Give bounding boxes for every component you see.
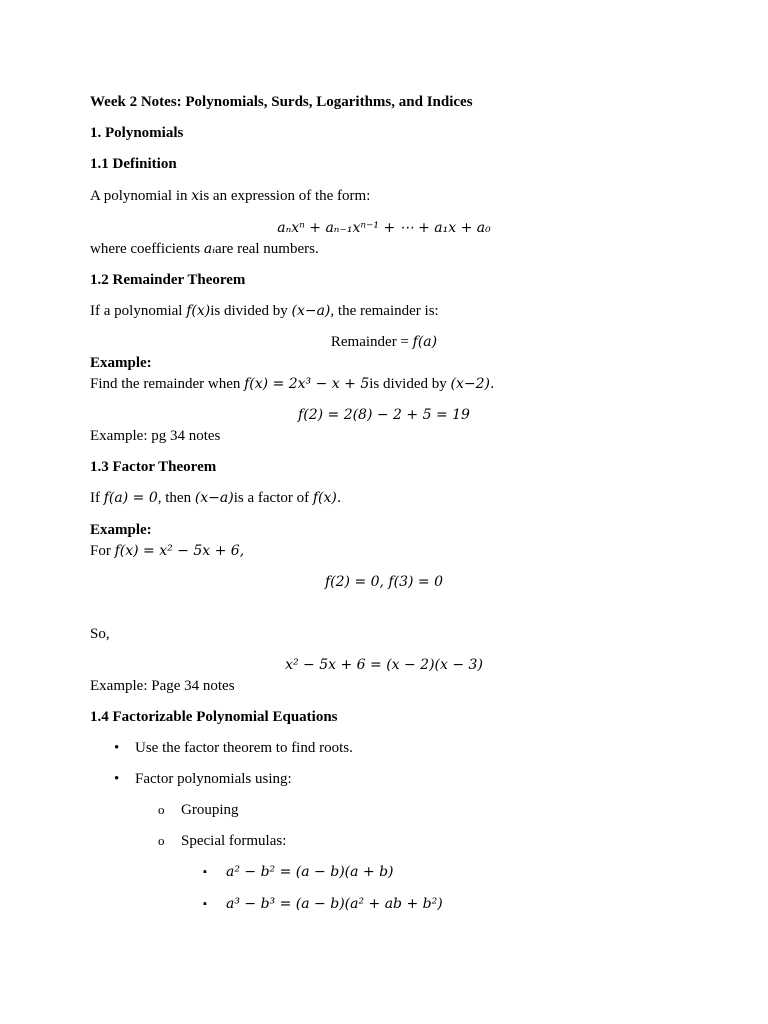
rt-text-c: , the remainder is: bbox=[330, 303, 439, 319]
so-text: So, bbox=[90, 626, 110, 642]
ft-fx: f(x). bbox=[312, 490, 342, 506]
ex1-text-b: is divided by bbox=[369, 376, 451, 392]
bullet-item-1: Use the factor theorem to find roots. bbox=[135, 740, 353, 756]
bullet-glyph: • bbox=[114, 740, 120, 756]
heading-factor-theorem: 1.3 Factor Theorem bbox=[90, 459, 217, 475]
example-label-2: Example: bbox=[90, 522, 152, 538]
ex2-text-a: For bbox=[90, 543, 115, 559]
square-bullet-glyph: ▪ bbox=[203, 866, 207, 878]
coefficients-text bbox=[90, 240, 319, 258]
formula-difference-of-squares: a² − b² = (a − b)(a + b) bbox=[226, 864, 394, 880]
ex1-divisor: (x−2). bbox=[450, 376, 495, 392]
definition-variable: x bbox=[191, 188, 200, 204]
remainder-formula-fa: f(a) bbox=[412, 334, 438, 350]
example-2-factorization: x² − 5x + 6 = (x − 2)(x − 3) bbox=[285, 657, 483, 673]
example-2-text bbox=[90, 542, 244, 560]
rt-fx: f(x) bbox=[186, 303, 211, 319]
heading-polynomials: 1. Polynomials bbox=[90, 125, 184, 141]
example-label-1: Example: bbox=[90, 355, 152, 371]
example-1-text bbox=[90, 375, 494, 393]
remainder-formula bbox=[0, 333, 768, 351]
definition-text-b: is an expression of the form: bbox=[199, 188, 371, 204]
example-2-note: Example: Page 34 notes bbox=[90, 678, 235, 694]
square-bullet-glyph: ▪ bbox=[203, 898, 207, 910]
heading-definition: 1.1 Definition bbox=[90, 156, 177, 172]
coefficients-text-a: where coefficients bbox=[90, 241, 204, 257]
ex1-text-a: Find the remainder when bbox=[90, 376, 245, 392]
document-title: Week 2 Notes: Polynomials, Surds, Logarithms, and Indices bbox=[90, 94, 473, 110]
heading-remainder-theorem: 1.2 Remainder Theorem bbox=[90, 272, 246, 288]
ex1-function: f(x) = 2x³ − x + 5 bbox=[244, 376, 370, 392]
example-1-result: f(2) = 2(8) − 2 + 5 = 19 bbox=[298, 407, 470, 423]
ft-text-a: If bbox=[90, 490, 104, 506]
circle-bullet-glyph: o bbox=[158, 802, 165, 817]
ft-condition: f(a) = 0 bbox=[103, 490, 158, 506]
heading-factorizable-equations: 1.4 Factorizable Polynomial Equations bbox=[90, 709, 338, 725]
example-2-result: f(2) = 0, f(3) = 0 bbox=[324, 574, 443, 590]
polynomial-general-formula: aₙxⁿ + aₙ₋₁xⁿ⁻¹ + ⋯ + a₁x + a₀ bbox=[277, 220, 491, 236]
sub-bullet-item-1: Grouping bbox=[181, 802, 239, 818]
ex2-function: f(x) = x² − 5x + 6, bbox=[114, 543, 245, 559]
bullet-glyph: • bbox=[114, 771, 120, 787]
definition-text bbox=[90, 187, 370, 205]
ft-factor: (x−a) bbox=[194, 490, 234, 506]
rt-divisor: (x−a) bbox=[291, 303, 331, 319]
example-1-note: Example: pg 34 notes bbox=[90, 428, 221, 444]
rt-text-a: If a polynomial bbox=[90, 303, 187, 319]
coefficients-text-b: are real numbers. bbox=[215, 241, 319, 257]
circle-bullet-glyph: o bbox=[158, 833, 165, 848]
ft-text-c: is a factor of bbox=[233, 490, 313, 506]
bullet-item-2: Factor polynomials using: bbox=[135, 771, 292, 787]
remainder-formula-label: Remainder = bbox=[330, 334, 413, 350]
rt-text-b: is divided by bbox=[210, 303, 292, 319]
remainder-theorem-text bbox=[90, 302, 439, 320]
definition-text-a: A polynomial in bbox=[90, 188, 192, 204]
coefficient-variable: aᵢ bbox=[203, 241, 216, 257]
sub-bullet-item-2: Special formulas: bbox=[181, 833, 287, 849]
ft-text-b: , then bbox=[157, 490, 195, 506]
factor-theorem-text bbox=[90, 489, 341, 507]
formula-difference-of-cubes: a³ − b³ = (a − b)(a² + ab + b²) bbox=[226, 896, 443, 912]
